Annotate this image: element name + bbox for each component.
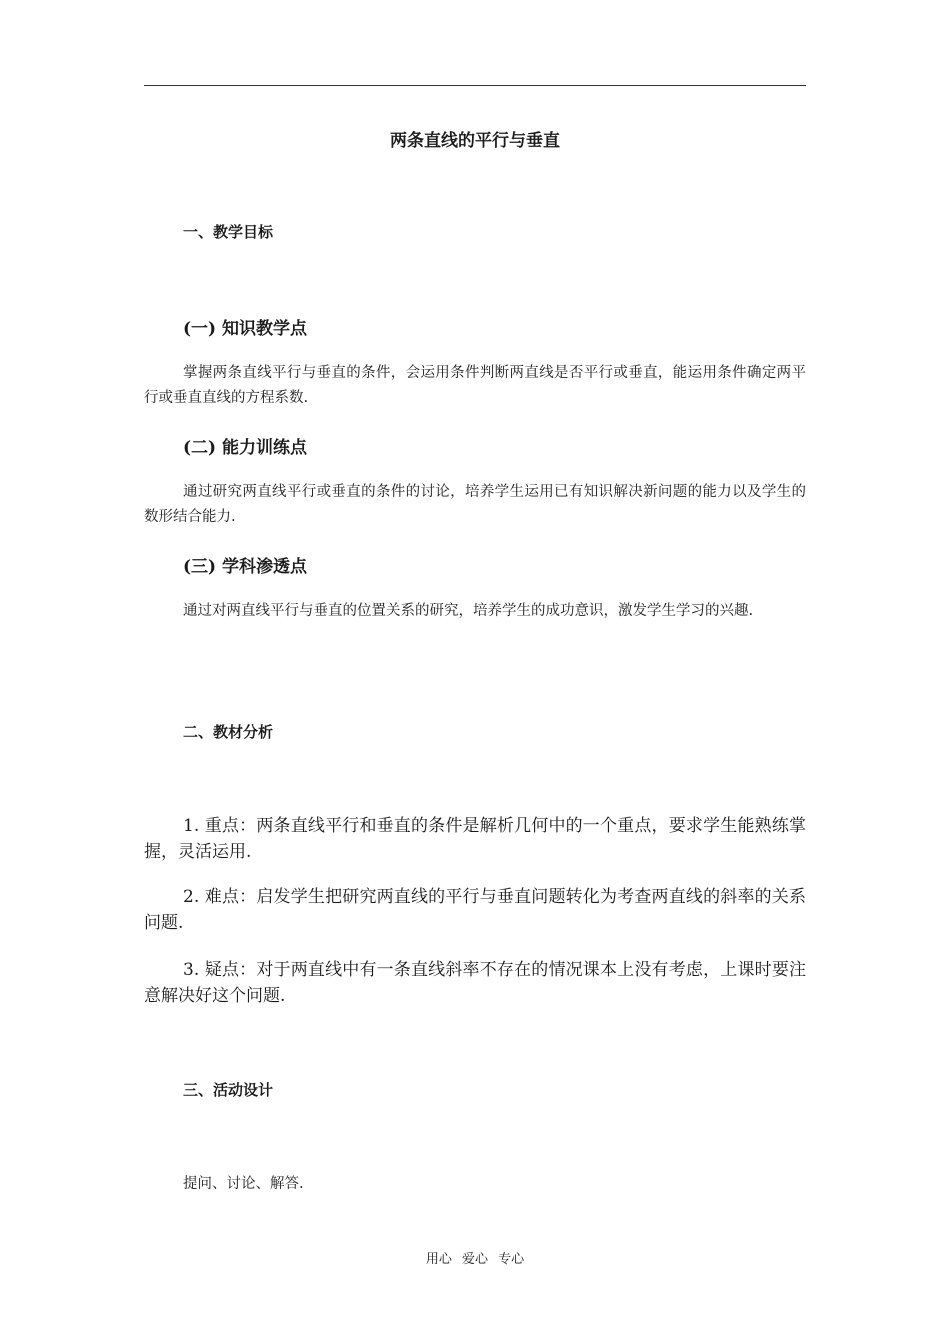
list-item-difficulty: 2. 难点：启发学生把研究两直线的平行与垂直问题转化为考查两直线的斜率的关系问题.	[144, 887, 806, 933]
section-heading-activity: 三、活动设计	[183, 1081, 274, 1099]
paragraph-activity: 提问、讨论、解答.	[183, 1176, 304, 1192]
list-item-key-point: 1. 重点：两条直线平行和垂直的条件是解析几何中的一个重点，要求学生能熟练掌握，灵活运用.	[144, 816, 806, 862]
document-title: 两条直线的平行与垂直	[390, 131, 560, 151]
subsection-heading-knowledge: (一) 知识教学点	[183, 319, 308, 339]
header-rule	[144, 85, 806, 86]
subsection-heading-discipline: (三) 学科渗透点	[183, 557, 308, 577]
paragraph-discipline: 通过对两直线平行与垂直的位置关系的研究，培养学生的成功意识，激发学生学习的兴趣.	[183, 603, 754, 619]
subsection-heading-ability: (二) 能力训练点	[183, 438, 308, 458]
page-footer: 用心 爱心 专心	[425, 1252, 525, 1267]
list-item-doubt: 3. 疑点：对于两直线中有一条直线斜率不存在的情况课本上没有考虑，上课时要注意解决好这个问题.	[144, 960, 806, 1006]
section-heading-objectives: 一、教学目标	[183, 223, 274, 241]
section-heading-analysis: 二、教材分析	[183, 723, 274, 741]
paragraph-knowledge: 掌握两条直线平行与垂直的条件，会运用条件判断两直线是否平行或垂直，能运用条件确定两平行或垂直直线的方程系数.	[144, 365, 806, 406]
paragraph-ability: 通过研究两直线平行或垂直的条件的讨论，培养学生运用已有知识解决新问题的能力以及学生的数形结合能力.	[144, 484, 806, 525]
